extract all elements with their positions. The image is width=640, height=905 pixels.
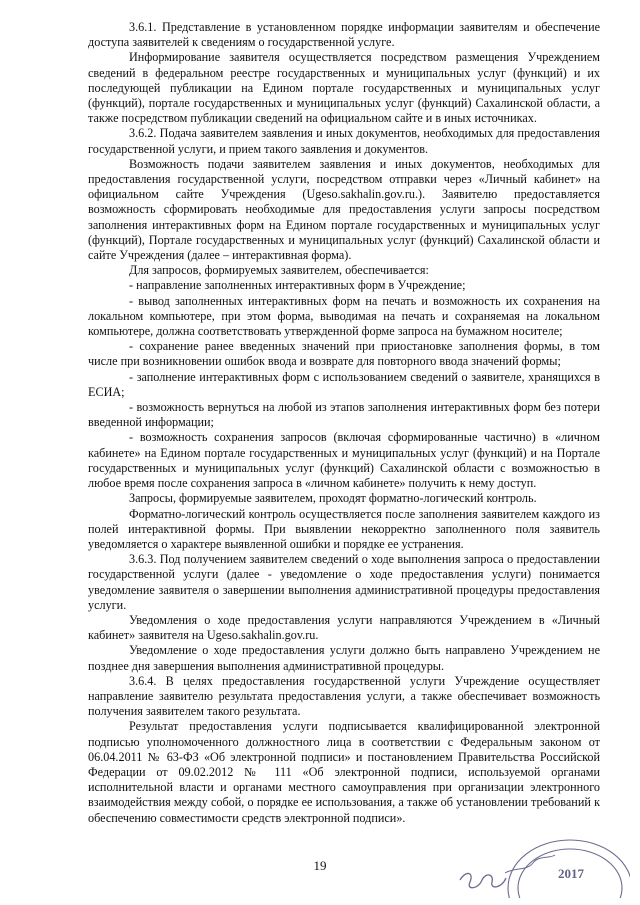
paragraph: Результат предоставления услуги подписывается квалифицированной электронной подписью уполномоченного должностного лица в соответствии с Федеральным законом от 06.04.2011 № 63-ФЗ «Об электронной подписи» и постановлением Правительства Российской Федерации от 09.02.2012 № 111 «Об электронной подписи, используемой органами исполнительной власти и органами местного самоуправления при организации электронного взаимодействия между собой, о порядке ее использования, а также об установлении требований к обеспечению совместимости средств электронной подписи».: [88, 719, 600, 825]
paragraph: Запросы, формируемые заявителем, проходят форматно-логический контроль.: [129, 491, 537, 506]
paragraph: Возможность подачи заявителем заявления и иных документов, необходимых для предоставления государственной услуги, посредством отправки через «Личный кабинет» на официальном сайте Учреждения (Ugeso.sakhalin.gov.ru.). Заявителю предоставляется возможность сформировать необходимые для предоставления услуги запросы посредством заполнения интерактивных форм на Едином портале государственных и муниципальных услуг (функций), Портале государственных и муниципальных услуг (функций) Сахалинской области и сайте Учреждения (далее – интерактивная форма).: [88, 156, 600, 263]
paragraph: Форматно-логический контроль осуществляется после заполнения заявителем каждого из полей интерактивной формы. При выявлении некорректно заполненного поля заявитель уведомляется о характере выявленной ошибки и порядке ее устранения.: [88, 506, 600, 551]
paragraph: Для запросов, формируемых заявителем, обеспечивается:: [129, 263, 429, 278]
paragraph: - направление заполненных интерактивных форм в Учреждение;: [129, 278, 466, 293]
paragraph: Уведомление о ходе предоставления услуги должно быть направлено Учреждением не позднее дня завершения выполнения административной процедуры.: [88, 643, 600, 673]
paragraph: - возможность вернуться на любой из этапов заполнения интерактивных форм без потери введенной информации;: [88, 400, 600, 430]
paragraph: Уведомления о ходе предоставления услуги направляются Учреждением в «Личный кабинет» заявителя на Ugeso.sakhalin.gov.ru.: [88, 612, 600, 643]
stamp-seal: [430, 818, 630, 898]
document-body: [88, 20, 600, 826]
paragraph: - сохранение ранее введенных значений при приостановке заполнения формы, в том числе при возникновении ошибок ввода и возврате для повторного ввода значений формы;: [88, 339, 600, 369]
paragraph: - вывод заполненных интерактивных форм на печать и возможность их сохранения на локальном компьютере, при этом форма, выводимая на печать и сохраняемая на локальном компьютере, должна соответствовать утвержденной форме запроса на бумажном носителе;: [88, 293, 600, 339]
paragraph: 3.6.4. В целях предоставления государственной услуги Учреждение осуществляет направление заявителю результата предоставления услуги, а также обеспечивает возможность получения заявителем такого результата.: [88, 673, 600, 719]
paragraph: - возможность сохранения запросов (включая сформированные частично) в «личном кабинете» на Едином портале государственных и муниципальных услуг (функций) и на Портале государственных и муниципальных услуг (функций) Сахалинской области с возможностью в любое время после сохранения запроса в «личном кабинете» получить к нему доступ.: [88, 430, 600, 491]
paragraph: Информирование заявителя осуществляется посредством размещения Учреждением сведений в федеральном реестре государственных и муниципальных услуг (функций) и их последующей публикации на Едином портале государственных и муниципальных услуг (функций), портале государственных и муниципальных услуг (функций) Сахалинской области, а также посредством публикации сведений на официальном сайте и в иных источниках.: [88, 50, 600, 126]
paragraph: 3.6.3. Под получением заявителем сведений о ходе выполнения запроса о предоставлении государственной услуги (далее - уведомление о ходе предоставления услуги) понимается уведомление заявителя о завершении выполнения административной процедуры предоставления услуги.: [88, 552, 600, 612]
paragraph: 3.6.1. Представление в установленном порядке информации заявителям и обеспечение доступа заявителей к сведениям о государственной услуге.: [88, 20, 600, 50]
stamp-year: 2017: [558, 866, 584, 881]
page-number: 19: [313, 858, 327, 873]
paragraph: 3.6.2. Подача заявителем заявления и иных документов, необходимых для предоставления государственной услуги, и прием такого заявления и документов.: [88, 126, 600, 156]
paragraph: - заполнение интерактивных форм с использованием сведений о заявителе, хранящихся в ЕСИА;: [88, 369, 600, 399]
